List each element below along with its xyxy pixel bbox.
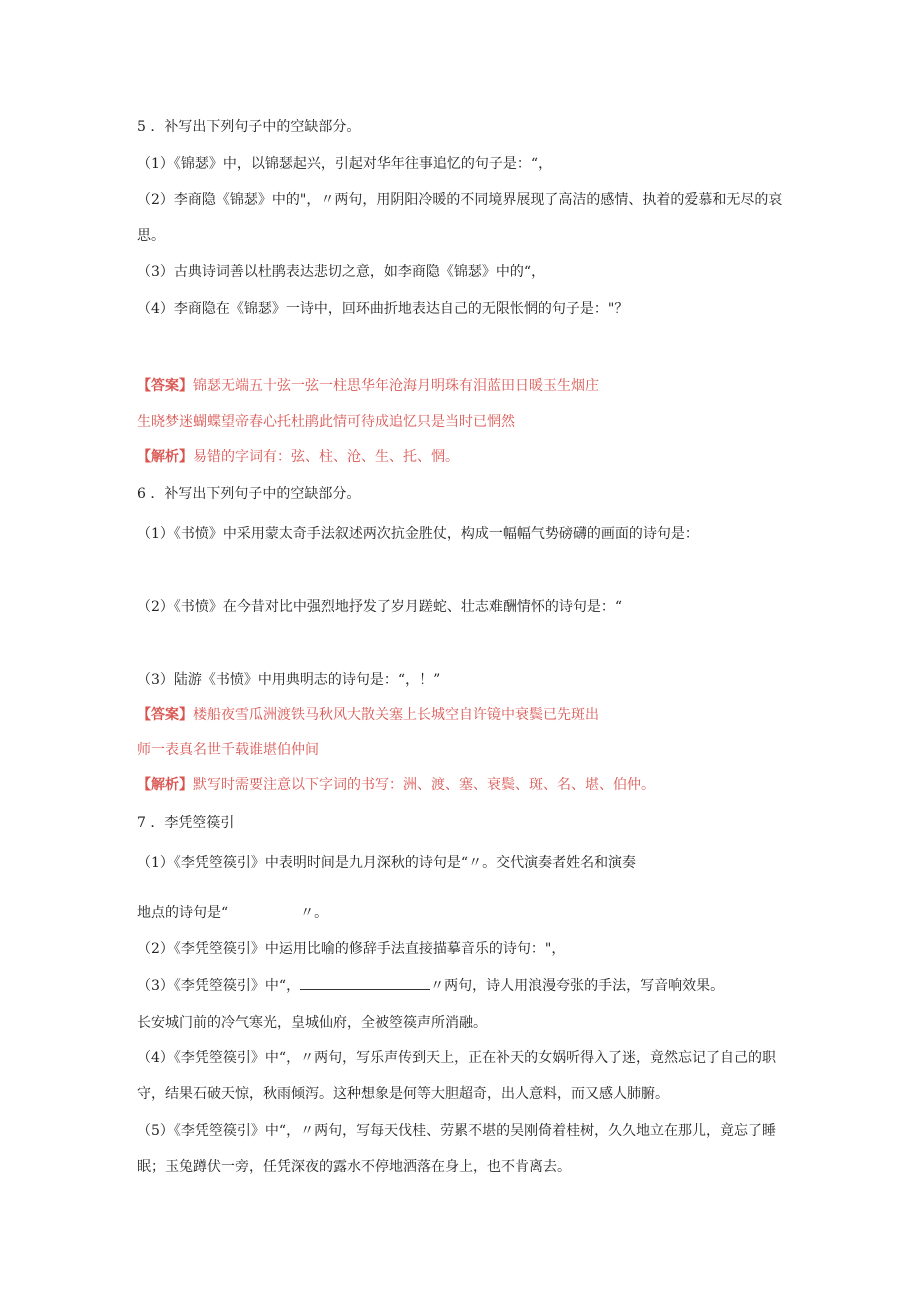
analysis-text: 易错的字词有：弦、柱、沧、生、托、惘。 — [193, 449, 459, 465]
q6-title: 6 ．补写出下列句子中的空缺部分。 — [137, 486, 361, 502]
q5-answer-cont: 生晓梦迷蝴蝶望帝春心托杜鹃此情可待成追忆只是当时已惘然 — [137, 414, 515, 430]
q5-item-1: （1）《锦瑟》中，以锦瑟起兴，引起对华年往事追忆的句子是：“， — [137, 156, 553, 172]
q7-item-5: （5）《李凭箜篌引》中“，〃两句，写每天伐桂、劳累不堪的吴刚倚着桂树，久久地立在那儿，竟忘了睡 — [137, 1123, 777, 1139]
analysis-text: 默写时需要注意以下字词的书写：洲、渡、塞、衰鬓、斑、名、堪、伯仲。 — [193, 777, 655, 793]
q5-item-2-cont: 思。 — [137, 228, 165, 244]
q5-answer — [137, 376, 599, 396]
q7-item-5-cont: 眠；玉兔蹲伏一旁，任凭深夜的露水不停地洒落在身上，也不肯离去。 — [137, 1159, 571, 1175]
q7-item-2: （2）《李凭箜篌引》中运用比喻的修辞手法直接描摹音乐的诗句："， — [137, 941, 566, 957]
q5-item-3: （3）古典诗词善以杜鹃表达悲切之意，如李商隐《锦瑟》中的“， — [137, 264, 546, 280]
answer-text: 楼船夜雪瓜洲渡铁马秋风大散关塞上长城空自许镜中衰鬓已先斑出 — [193, 707, 599, 723]
answer-text: 锦瑟无端五十弦一弦一柱思华年沧海月明珠有泪蓝田日暖玉生烟庄 — [193, 378, 599, 394]
q7-item-1-cont — [137, 903, 328, 923]
q7-item-1-cont-a: 地点的诗句是“ — [137, 905, 229, 921]
q7-item-1: （1）《李凭箜篌引》中表明时间是九月深秋的诗句是“〃。交代演奏者姓名和演奏 — [137, 855, 637, 871]
q7-item-1-cont-b: 〃。 — [300, 905, 329, 921]
answer-tag: 【答案】 — [137, 378, 193, 394]
q7-item-4: （4）《李凭箜篌引》中“，〃两句，写乐声传到天上，正在补天的女娲听得入了迷，竟然忘记了自己的职 — [137, 1050, 777, 1066]
q6-answer-cont: 师一表真名世千载谁堪伯仲间 — [137, 742, 319, 758]
q6-item-2: （2）《书愤》在今昔对比中强烈地抒发了岁月蹉蛇、壮志难酬情怀的诗句是：“ — [137, 599, 623, 615]
q7-item-4-cont: 守，结果石破天惊，秋雨倾泻。这种想象是何等大胆超奇，出人意料，而又感人肺腑。 — [137, 1086, 669, 1102]
answer-blank — [300, 975, 430, 990]
q7-item-3 — [137, 975, 724, 996]
q7-title: 7 ．李凭箜篌引 — [137, 815, 235, 831]
analysis-tag: 【解析】 — [137, 449, 193, 465]
q6-item-3: （3）陆游《书愤》中用典明志的诗句是：“，！” — [137, 672, 441, 688]
answer-tag: 【答案】 — [137, 707, 193, 723]
q7-item-3-cont: 长安城门前的冷气寒光，皇城仙府，全被箜篌声所消融。 — [137, 1015, 487, 1031]
q6-answer — [137, 705, 599, 725]
q5-title: 5 ．补写出下列句子中的空缺部分。 — [137, 119, 361, 135]
q7-item-3-a: （3）《李凭箜篌引》中“， — [137, 978, 301, 994]
q6-analysis — [137, 775, 655, 795]
q5-analysis — [137, 447, 459, 467]
q5-item-2: （2）李商隐《锦瑟》中的"，〃两句，用阴阳冷暖的不同境界展现了高洁的感情、执着的爱慕和无尽的哀 — [137, 192, 783, 208]
q5-item-4: （4）李商隐在《锦瑟》一诗中，回环曲折地表达自己的无限怅惘的句子是："？ — [137, 301, 629, 317]
q7-item-3-b: 〃两句，诗人用浪漫夸张的手法，写音响效果。 — [430, 978, 725, 994]
analysis-tag: 【解析】 — [137, 777, 193, 793]
q6-item-1: （1）《书愤》中采用蒙太奇手法叙述两次抗金胜仗，构成一幅幅气势磅礴的画面的诗句是： — [137, 526, 699, 542]
